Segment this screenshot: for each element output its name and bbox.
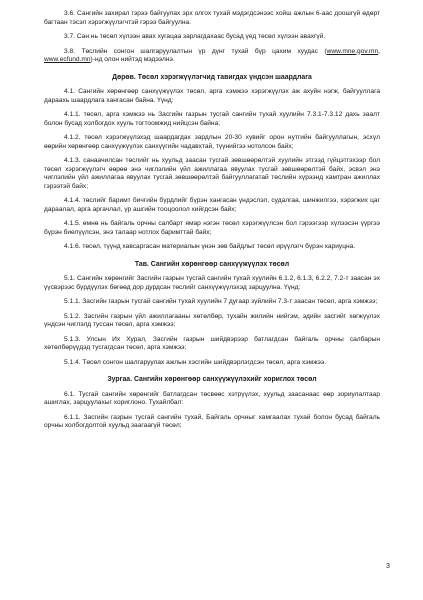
paragraph-3-8-text-c: )-нд олон нийтэд мэдээлнэ.	[90, 56, 175, 63]
paragraph-3-8-text-a: 3.8. Төслийн сонгон шалгаруулалтын үр дүнг тухай бүр цахим хуудас (	[64, 47, 327, 55]
section-six-heading: Зургаа. Сангийн хөрөнгөөр санхүүжүүлэхийг хориглох төсөл	[107, 376, 317, 383]
paragraph-6-1-1: 6.1.1. Засгийн газрын тусгай сангийн тухай, Байгаль орчныг хамгаалах тухай болон бусад байгаль орчны холбогдолтой хуульд заагаагүй төсөл;	[44, 413, 380, 429]
paragraph-3-8-text-b: ,	[378, 47, 380, 55]
paragraph-4-1-5: 4.1.5. өмнө нь байгаль орчны салбарт ямар нэгэн төсөл хэрэгжүүлсэн бол гэрээгээр хүлээсэн үүргээ бүрэн биелүүлсэн, энэ талаар нотлох баримттай байх;	[44, 220, 380, 236]
page-content	[44, 10, 380, 437]
paragraph-4-1-1: 4.1.1. төсөл, арга хэмжээ нь Засгийн газрын тусгай сангийн тухай хуулийн 7.3.1-7.3.12 дахь заалт болон бусад холбогдох хууль тогтоомжид нийцсэн байна;	[44, 111, 380, 127]
paragraph-5-1-3: 5.1.3. Улсын Их Хурал, Засгийн газрын шийдвэрээр батлагдсан байгаль орчны салбарын хөтөлбөрүүдэд тусгагдсан төсөл, арга хэмжээ;	[44, 335, 380, 351]
paragraph-5-1-4: 5.1.4. Төсөл сонгон шалгаруулах ажлын хэсгийн шийдвэрлэгдсэн төсөл, арга хэмжээ.	[64, 358, 327, 366]
paragraph-4-1-2: 4.1.2. төсөл хэрэгжүүлэхэд шаардагдах зардлын 20-30 хувийг орон нутгийн байгууллагын, эсхүл өөрийн хөрөнгөөр санхүүжүүлэх санхүүгийн чадавхтай, түүнийгээ нотолсон байх;	[44, 134, 380, 150]
paragraph-5-1: 5.1. Сангийн хөрөнгийг Засгийн газрын тусгай сангийн тухай хуулийн 6.1.2, 6.1.3, 6.2.2, 7.2-т заасан эх үүсвэрээс бүрдүүлэх бөгөөд дор дурдсан төслийг санхүүжүүлэхэд зарцуулна. Үүнд:	[44, 275, 380, 291]
page-number: 3	[386, 563, 390, 570]
paragraph-4-1: 4.1. Сангийн хөрөнгөөр санхүүжүүлэх төсөл, арга хэмжээ хэрэгжүүлэх аж ахуйн нэгж, байгууллага дараахь шаардлага хангасан байна. Үүнд:	[44, 88, 380, 104]
section-five-heading: Тав. Сангийн хөрөнгөөр санхүүжүүлэх төсөл	[134, 260, 290, 268]
paragraph-6-1: 6.1. Тусгай сангийн хөрөнгийг батлагдсан төсвөөс хэтрүүлэх, хуульд заасанаас өөр зориулалтаар ашиглах, зарцуулахыг хориглоно. Тухайлбал:	[44, 390, 380, 406]
section-four-heading: Дөрөв. Төсөл хэрэгжүүлэгчид тавигдах үндсэн шаардлага	[112, 73, 312, 81]
paragraph-5-1-2: 5.1.2. Засгийн газрын үйл ажиллагааны хөтөлбөр, тухайн жилийн нийгэм, эдийн засгийг хөгжүүлэх үндсэн чиглэлд туссан төсөл, арга хэмжээ;	[44, 312, 380, 328]
paragraph-3-6: 3.6. Сангийн захирал гэрээ байгуулах эрх олгох тухай мэдэгдсэнээс хойш ажлын 6-аас доошгүй өдөрт багтаан тэсэл хэрэгжүүлэгчтэй гэрээ байгуулна.	[44, 10, 380, 26]
paragraph-4-1-3: 4.1.3. санаачилсан төслийг нь хуульд заасан тусгай зөвшөөрөлтэй хуулийн этгээд гүйцэтгэхээр бол төсөл хэрэгжүүлэгч өөрөө энэ чиглэлийн үйл ажиллагаа явуулах тусгай зөвшөөрөлтэй байх, эсвэл энэ чиглэлийн үйл ажиллагаа явуулах тусгай зөвшөөрөлтэй байгууллагатай төслийн хүрээнд хамтран ажиллах гэрээтэй байх;	[44, 157, 380, 190]
paragraph-5-1-1: 5.1.1. Засгийн газрын тусгай сангийн тухай хуулийн 7 дугаар зүйлийн 7.3-т заасан төсөл, арга хэмжээ;	[64, 298, 378, 305]
ecfund-website-link[interactable]: www.ecfund.mn	[44, 56, 91, 63]
paragraph-3-8	[44, 48, 380, 65]
paragraph-3-7: 3.7. Сан нь төсөл хүлээн авах хугацаа зарлагдахаас бусад үед төсөл хүлээн авахгүй.	[64, 33, 326, 40]
mne-website-link[interactable]: www.mne.gov.mn	[326, 47, 379, 55]
paragraph-4-1-6: 4.1.6. төсөл, түүнд хавсаргасан материалын үнэн зөв байдлыг төсөл ирүүлэгч бүрэн хариуцна.	[64, 243, 356, 250]
paragraph-4-1-4: 4.1.4. төслийг баримт бичгийн бүрдлийг бүрэн хангасан үндэслэл, судалгаа, шинжилгээ, хэрэгжих цаг дараалал, арга аргачлал, үр ашгийн тооцоолол хийгдсэн байх;	[44, 197, 380, 213]
